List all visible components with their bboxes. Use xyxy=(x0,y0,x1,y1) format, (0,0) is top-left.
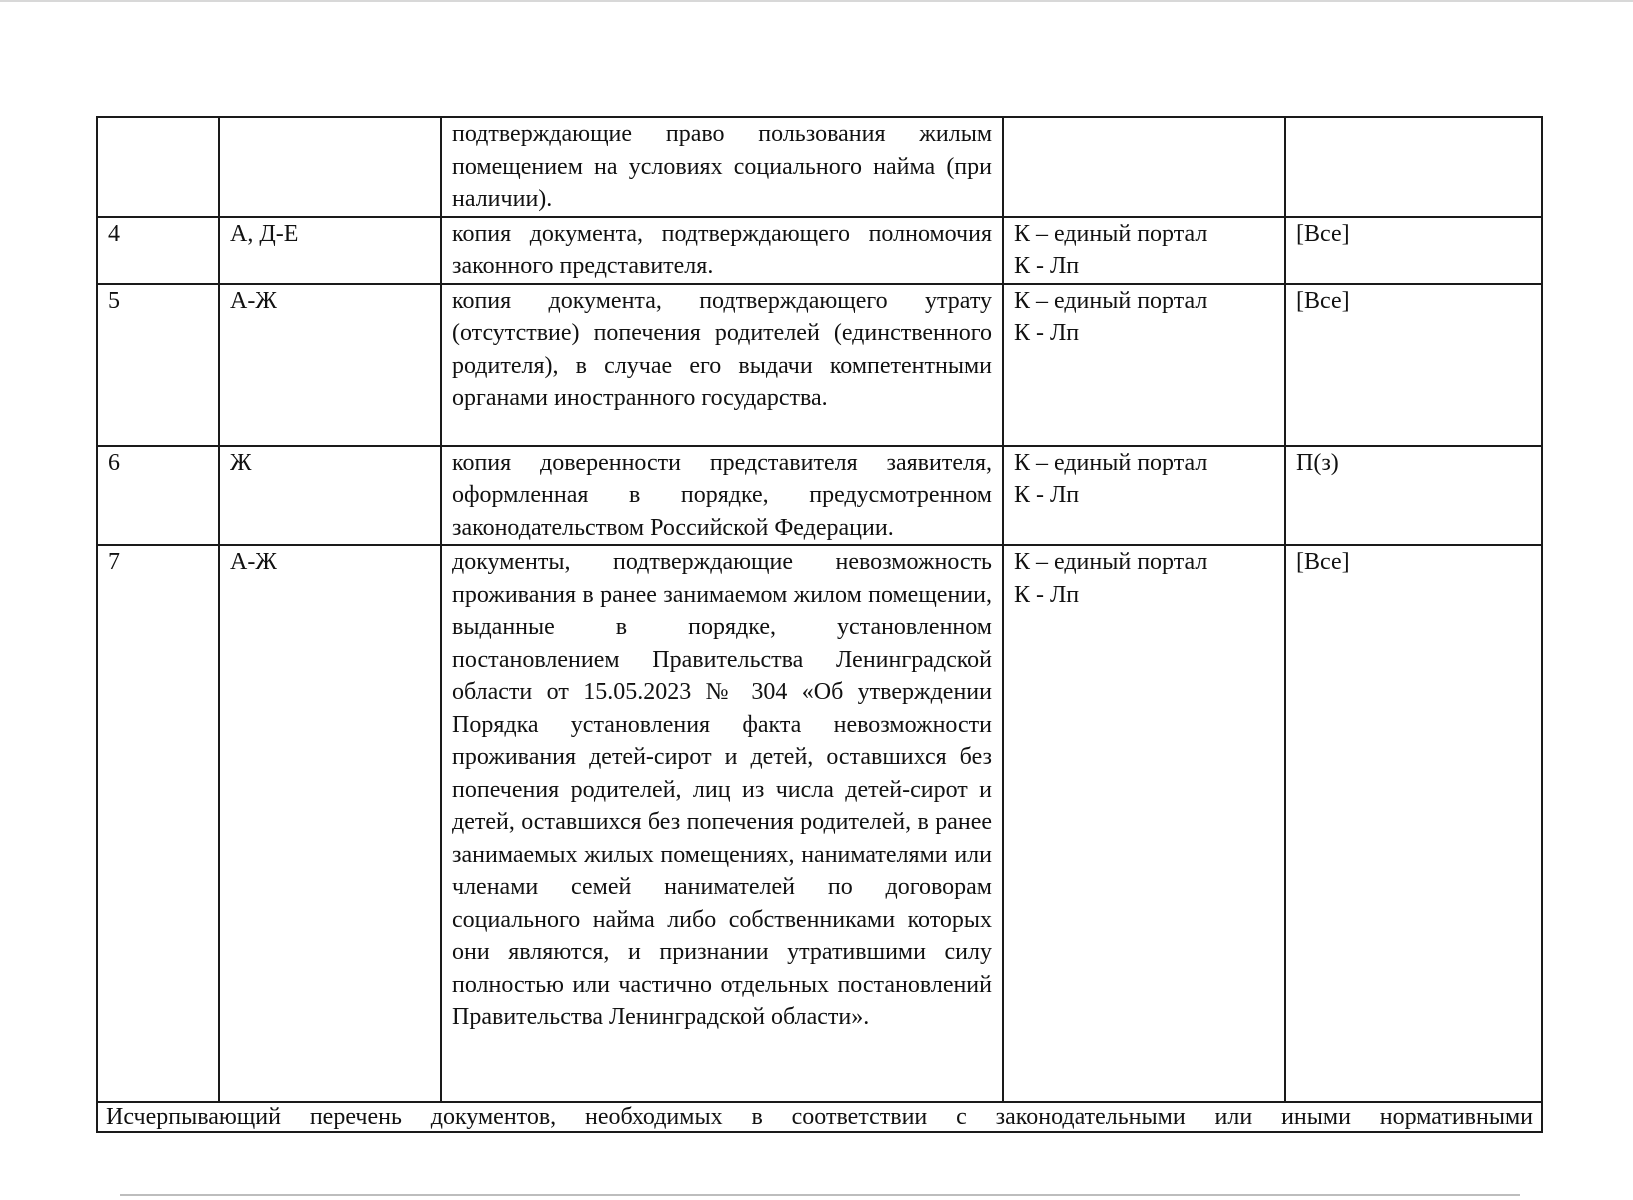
table-row xyxy=(97,446,1542,546)
cell-method xyxy=(1003,284,1285,446)
cell-category: Ж xyxy=(219,446,441,546)
cell-applicants: [Все] xyxy=(1285,545,1542,1102)
method-portal: К – единый портал xyxy=(1014,449,1208,476)
description-text: подтверждающие право пользования жилым помещением на условиях социального найма (при наличии). xyxy=(452,121,992,212)
cell-number: 7 xyxy=(97,545,219,1102)
cell-applicants xyxy=(1285,117,1542,217)
method-portal: К – единый портал xyxy=(1014,549,1208,575)
table-row xyxy=(97,545,1542,1102)
cell-number xyxy=(97,117,219,217)
documents-table xyxy=(96,116,1543,1133)
cell-applicants: П(з) xyxy=(1285,446,1542,546)
description-text: документы, подтверждающие невозможность проживания в ранее занимаемом жилом помещении, выданные в порядке, установленном постановлением Правительства Ленинградской области от 15.05.2023 № 304 «Об утверждении Порядка установления факта невозможности проживания детей-сирот и детей, оставшихся без попечения родителей, лиц из числа детей-сирот и детей, оставшихся без попечения родителей, в ранее занимаемых жилых помещениях, нанимателями или членами семей нанимателей по договорам социального найма либо собственниками которых они являются, и признании утратившими силу полностью или частично отдельных постановлений Правительства Ленинградской области». xyxy=(452,549,992,1030)
method-personal: К - Лп xyxy=(1014,482,1080,508)
cell-applicants: [Все] xyxy=(1285,284,1542,446)
description-text: копия документа, подтверждающего утрату (отсутствие) попечения родителей (единственного родителя), в случае его выдачи компетентными органами иностранного государства. xyxy=(452,287,992,411)
method-portal: К – единый портал xyxy=(1014,220,1208,247)
cell-description xyxy=(441,545,1003,1102)
scan-edge-bottom xyxy=(120,1194,1520,1196)
cell-method xyxy=(1003,446,1285,546)
cell-description xyxy=(441,284,1003,446)
table-row-continuation xyxy=(97,117,1542,217)
cell-method xyxy=(1003,545,1285,1102)
method-personal: К - Лп xyxy=(1014,320,1080,346)
description-text: копия доверенности представителя заявителя, оформленная в порядке, предусмотренном законодательством Российской Федерации. xyxy=(452,449,992,541)
method-portal: К – единый портал xyxy=(1014,287,1208,314)
scan-edge-top xyxy=(0,0,1633,2)
cell-description xyxy=(441,117,1003,217)
cell-description xyxy=(441,446,1003,546)
cell-number: 5 xyxy=(97,284,219,446)
description-text: копия документа, подтверждающего полномочия законного представителя. xyxy=(452,220,992,279)
cell-number: 4 xyxy=(97,217,219,284)
cell-category: А, Д-Е xyxy=(219,217,441,284)
method-personal: К - Лп xyxy=(1014,253,1080,279)
cell-number: 6 xyxy=(97,446,219,546)
table-row xyxy=(97,217,1542,284)
table-row xyxy=(97,284,1542,446)
cell-method xyxy=(1003,117,1285,217)
cell-applicants: [Все] xyxy=(1285,217,1542,284)
footer-cell: Исчерпывающий перечень документов, необходимых в соответствии с законодательными или иными нормативными xyxy=(97,1102,1542,1132)
cell-category: А-Ж xyxy=(219,545,441,1102)
cell-category xyxy=(219,117,441,217)
method-personal: К - Лп xyxy=(1014,581,1080,608)
cell-category: А-Ж xyxy=(219,284,441,446)
table-footer-row xyxy=(97,1102,1542,1132)
cell-description xyxy=(441,217,1003,284)
cell-method xyxy=(1003,217,1285,284)
